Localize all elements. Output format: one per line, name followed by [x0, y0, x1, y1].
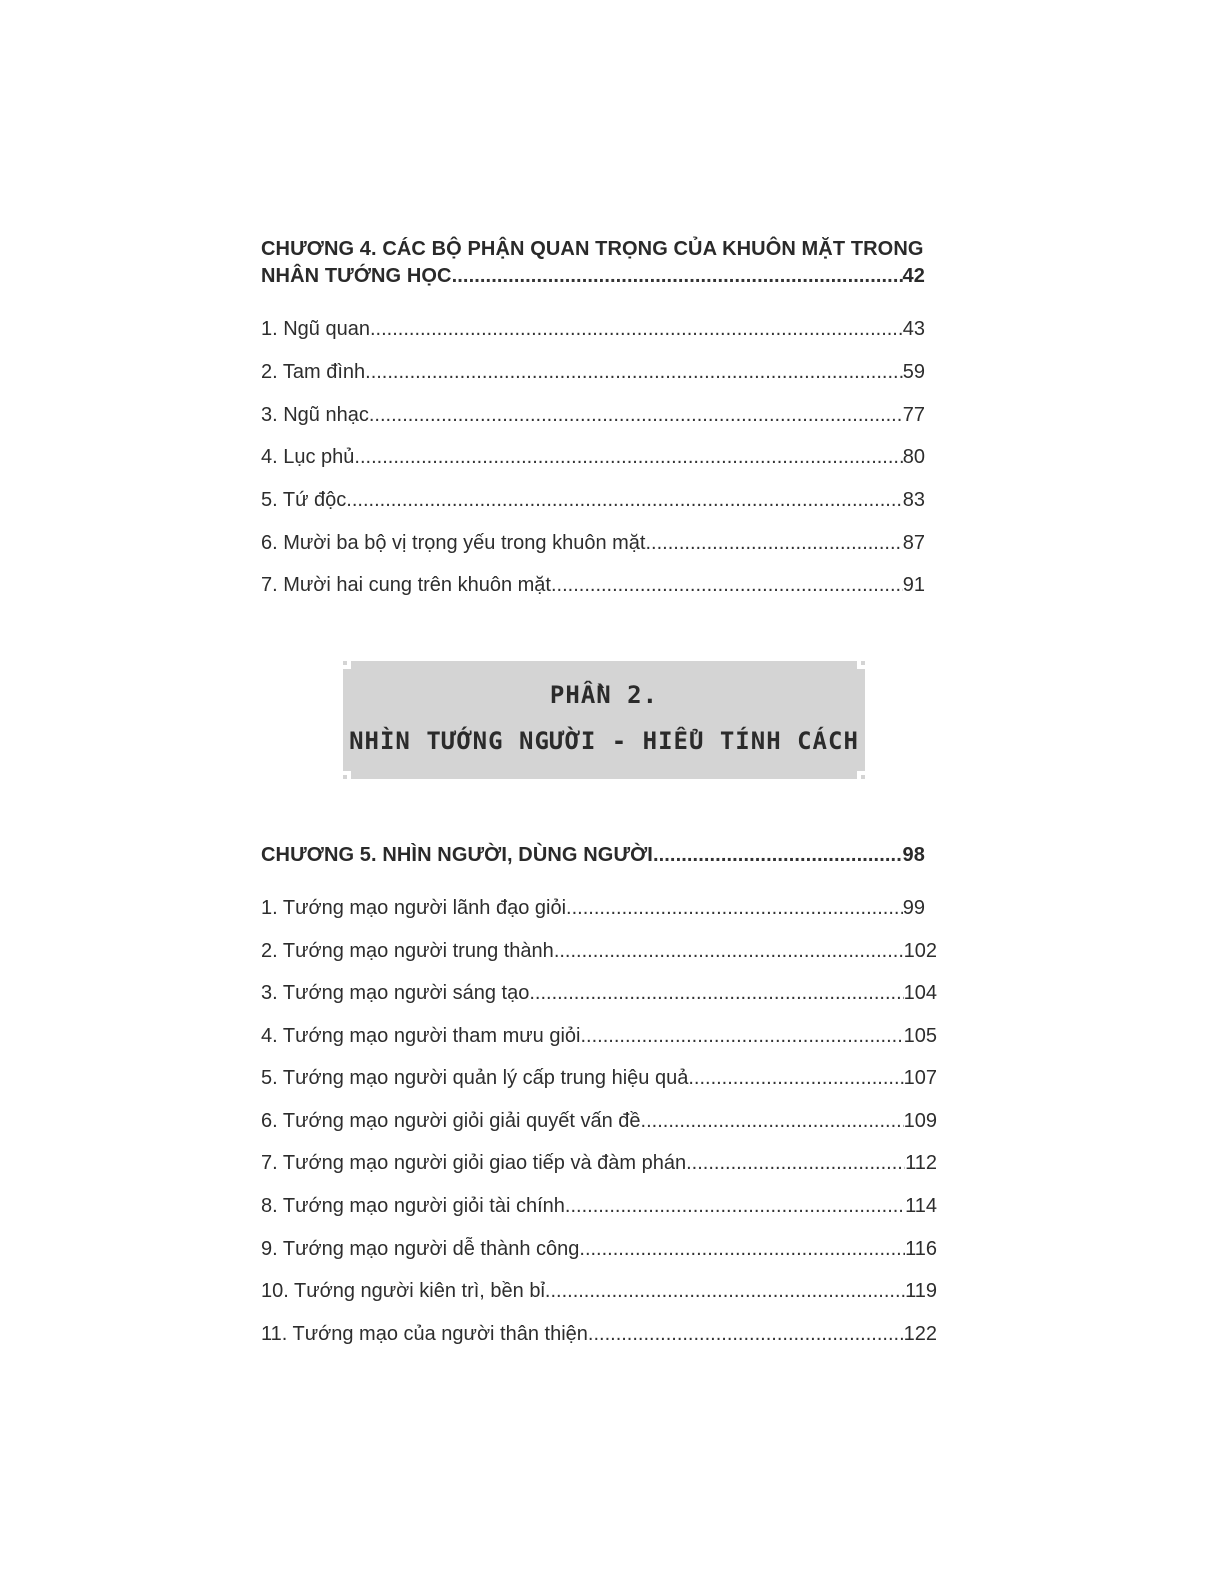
toc-entry-page: 77	[902, 404, 925, 426]
toc-entry-label: 3. Tướng mạo người sáng tạo	[261, 982, 530, 1004]
dot-leader	[641, 1109, 904, 1133]
toc-entry-label: 2. Tướng mạo người trung thành	[261, 940, 554, 962]
toc-entry[interactable]	[261, 445, 925, 469]
toc-entry-label: 1. Ngũ quan	[261, 318, 370, 340]
toc-entry-page: 43	[902, 318, 925, 340]
dot-leader	[579, 1237, 905, 1261]
dot-leader	[645, 531, 902, 555]
banner-notch	[343, 775, 347, 779]
toc-entry-label: 6. Mười ba bộ vị trọng yếu trong khuôn mặt	[261, 532, 646, 554]
toc-entry-label: 8. Tướng mạo người giỏi tài chính	[261, 1195, 565, 1217]
dot-leader	[566, 896, 903, 920]
toc-entry[interactable]	[261, 1322, 937, 1346]
toc-entry[interactable]	[261, 573, 925, 597]
toc-entry[interactable]	[261, 403, 925, 427]
toc-entry-label: 1. Tướng mạo người lãnh đạo giỏi	[261, 897, 567, 919]
toc-entry[interactable]	[261, 1237, 937, 1261]
toc-entry[interactable]	[261, 896, 925, 920]
toc-entry-label: 6. Tướng mạo người giỏi giải quyết vấn đề	[261, 1110, 641, 1132]
chapter-5-page-number: 98	[902, 844, 925, 866]
toc-entry[interactable]	[261, 1151, 937, 1175]
toc-entry[interactable]	[261, 360, 925, 384]
toc-entry-label: 2. Tam đình	[261, 361, 366, 383]
chapter-5-heading	[261, 842, 925, 869]
toc-entry-label: 3. Ngũ nhạc	[261, 404, 369, 426]
toc-entry[interactable]	[261, 1194, 937, 1218]
dot-leader	[653, 842, 903, 869]
dot-leader	[369, 403, 903, 427]
toc-entry[interactable]	[261, 1279, 937, 1303]
chapter-4-heading-line1: CHƯƠNG 4. CÁC BỘ PHẬN QUAN TRỌNG CỦA KHUÔN MẶT TRONG	[261, 238, 924, 260]
toc-entry-page: 109	[903, 1110, 937, 1132]
toc-entry-page: 83	[902, 489, 925, 511]
dot-leader	[551, 573, 903, 597]
chapter-4-heading-line2-row	[261, 263, 925, 290]
toc-entry-page: 102	[903, 940, 937, 962]
toc-entry-page: 112	[905, 1152, 937, 1174]
chapter-5-heading-row[interactable]	[261, 842, 925, 869]
toc-entry-page: 104	[903, 982, 937, 1004]
toc-entry-label: 11. Tướng mạo của người thân thiện	[261, 1323, 588, 1345]
chapter-4-heading-line2: NHÂN TƯỚNG HỌC	[261, 265, 452, 287]
toc-entry[interactable]	[261, 488, 925, 512]
toc-entry-page: 114	[905, 1195, 937, 1217]
banner-notch	[861, 661, 865, 665]
toc-entry-page: 119	[905, 1280, 937, 1302]
dot-leader	[545, 1279, 905, 1303]
toc-entry-label: 4. Tướng mạo người tham mưu giỏi	[261, 1025, 581, 1047]
toc-entry[interactable]	[261, 981, 937, 1005]
toc-entry-page: 91	[902, 574, 925, 596]
banner-notch	[343, 661, 347, 665]
dot-leader	[529, 981, 903, 1005]
toc-entry[interactable]	[261, 1066, 937, 1090]
toc-entry-page: 116	[905, 1238, 937, 1260]
toc-entry-label: 7. Tướng mạo người giỏi giao tiếp và đàm phán	[261, 1152, 687, 1174]
toc-entry-page: 122	[903, 1323, 937, 1345]
toc-entry-label: 9. Tướng mạo người dễ thành công	[261, 1238, 580, 1260]
toc-entry[interactable]	[261, 317, 925, 341]
toc-entry-page: 87	[902, 532, 925, 554]
toc-entry[interactable]	[261, 1109, 937, 1133]
toc-entry-label: 10. Tướng người kiên trì, bền bỉ	[261, 1280, 545, 1302]
dot-leader	[452, 263, 903, 290]
toc-entry-page: 107	[903, 1067, 937, 1089]
dot-leader	[370, 317, 903, 341]
toc-entry-page: 99	[902, 897, 925, 919]
chapter-4-entries	[261, 317, 925, 607]
part-2-title: PHẦN 2.	[549, 681, 659, 709]
chapter-4-heading	[261, 236, 925, 290]
toc-entry[interactable]	[261, 939, 937, 963]
chapter-5-heading-text: CHƯƠNG 5. NHÌN NGƯỜI, DÙNG NGƯỜI	[261, 844, 653, 866]
toc-entry-page: 59	[902, 361, 925, 383]
toc-entry-label: 7. Mười hai cung trên khuôn mặt	[261, 574, 551, 596]
toc-entry-label: 4. Lục phủ	[261, 446, 355, 468]
dot-leader	[354, 445, 902, 469]
banner-notch	[861, 775, 865, 779]
dot-leader	[365, 360, 903, 384]
chapter-5-entries	[261, 896, 937, 1356]
part-2-banner	[343, 661, 865, 779]
part-2-subtitle: NHÌN TƯỚNG NGƯỜI - HIỂU TÍNH CÁCH	[349, 727, 859, 755]
dot-leader	[686, 1151, 905, 1175]
toc-entry[interactable]	[261, 531, 925, 555]
toc-entry-label: 5. Tướng mạo người quản lý cấp trung hiệu quả	[261, 1067, 689, 1089]
toc-entry[interactable]	[261, 1024, 937, 1048]
toc-entry-page: 105	[903, 1025, 937, 1047]
dot-leader	[688, 1066, 903, 1090]
dot-leader	[346, 488, 902, 512]
dot-leader	[565, 1194, 905, 1218]
toc-entry-label: 5. Tứ độc	[261, 489, 347, 511]
toc-entry-page: 80	[902, 446, 925, 468]
chapter-4-page-number: 42	[902, 265, 925, 287]
dot-leader	[581, 1024, 904, 1048]
dot-leader	[588, 1322, 904, 1346]
dot-leader	[554, 939, 904, 963]
